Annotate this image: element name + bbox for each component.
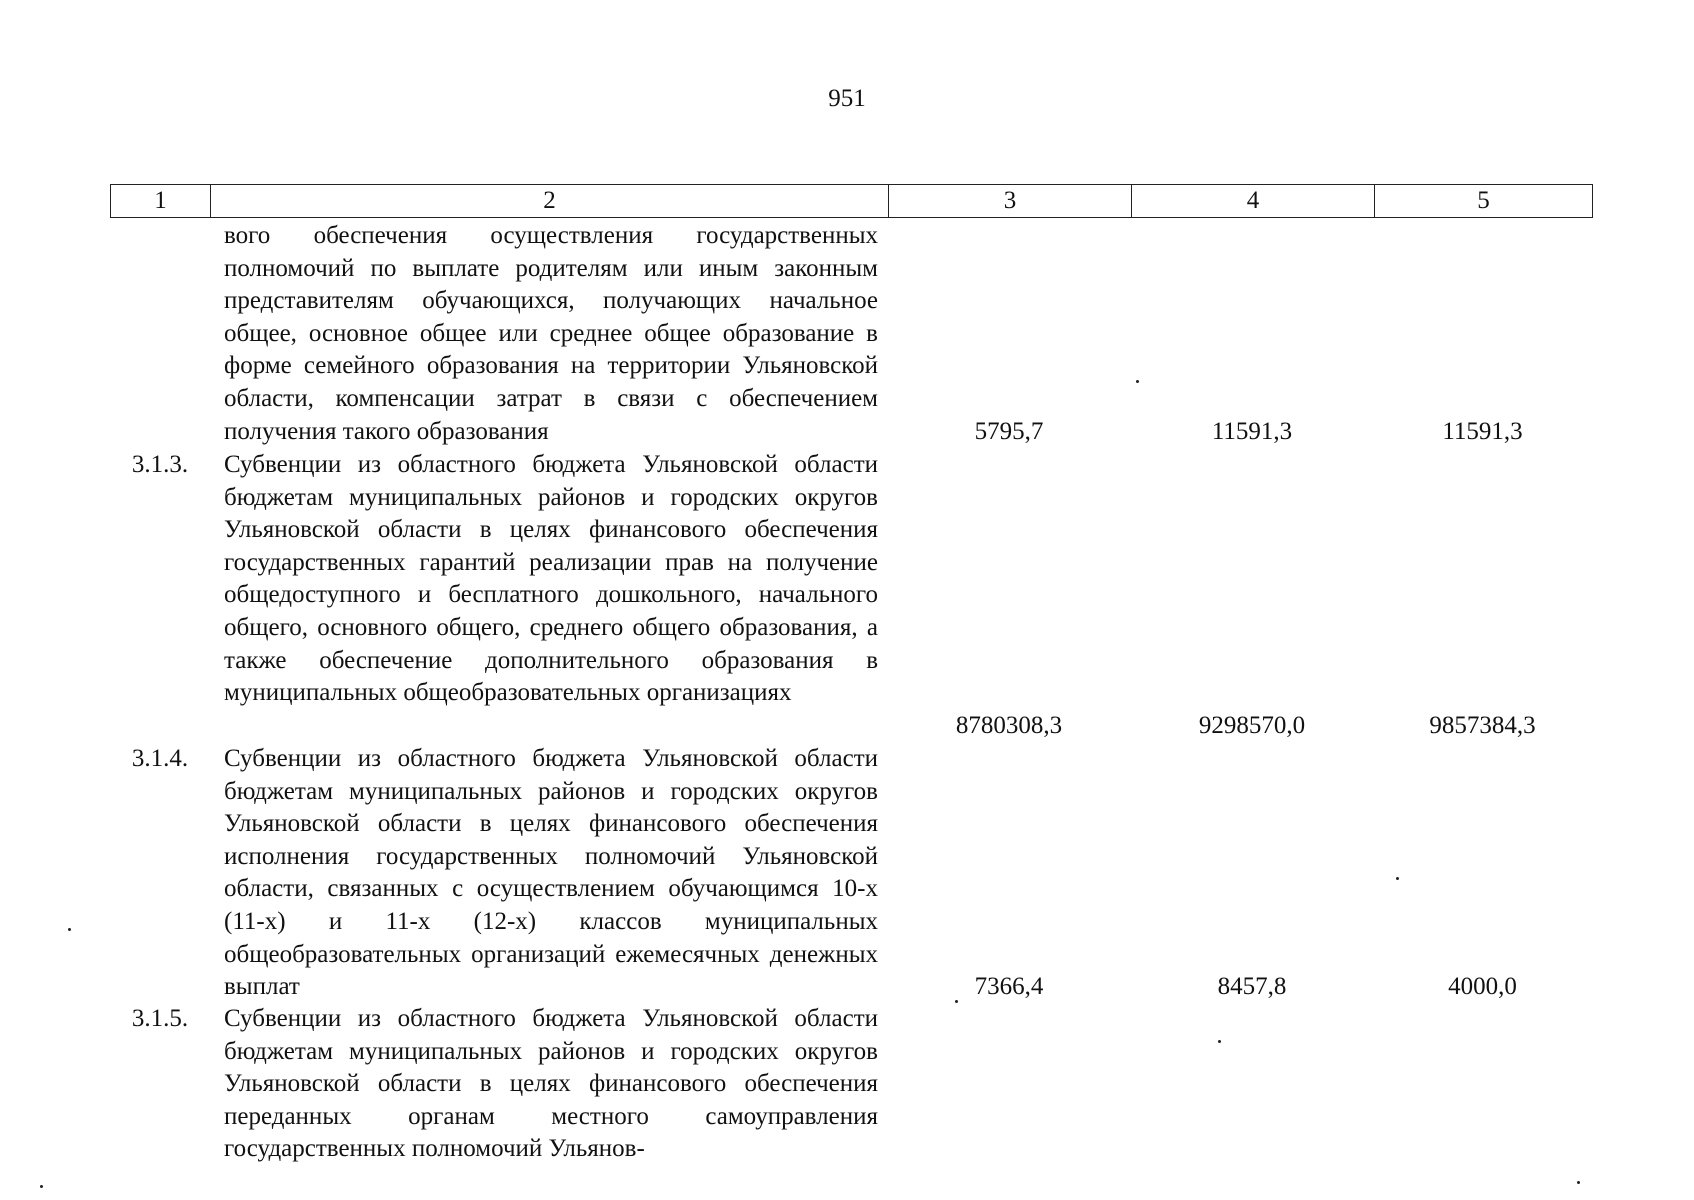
column-header-row [110, 184, 1593, 218]
row-continuation-text: вого обеспечения осуществления государственных полномочий по выплате родителям или иным законным представителям обучающихся, получающих начальное общее, основное общее или среднее общее образование в форме семейного образования на территории Ульяновской области, компенсации затрат в связи с обеспечением получения такого образования [224, 222, 878, 445]
scan-speck [1577, 1181, 1580, 1184]
row-3-1-5-text: Субвенции из областного бюджета Ульяновской области бюджетам муниципальных районов и городских округов Ульяновской области в целях финансового обеспечения переданных органам местного самоуправления государственных полномочий Ульянов- [224, 1005, 878, 1163]
column-header-5: 5 [1375, 185, 1593, 218]
column-header-2: 2 [211, 185, 889, 218]
scan-speck [40, 1185, 43, 1188]
scan-speck [1396, 877, 1399, 880]
column-header-3: 3 [889, 185, 1132, 218]
row-continuation-col5: 11591,3 [1442, 418, 1523, 445]
column-header-4: 4 [1132, 185, 1375, 218]
row-continuation-col4: 11591,3 [1211, 418, 1293, 445]
row-3-1-4-number: 3.1.4. [131, 745, 189, 772]
column-header-1: 1 [111, 185, 211, 218]
scan-speck [955, 1000, 958, 1003]
row-continuation-col3: 5795,7 [974, 418, 1044, 445]
row-3-1-5-number: 3.1.5. [131, 1005, 189, 1032]
row-3-1-3-number: 3.1.3. [131, 451, 189, 478]
row-3-1-3-col5: 9857384,3 [1429, 712, 1536, 739]
page-number: 951 [828, 85, 866, 112]
row-3-1-3-col3: 8780308,3 [955, 712, 1063, 739]
row-3-1-3-col4: 9298570,0 [1198, 712, 1306, 739]
row-3-1-4-text: Субвенции из областного бюджета Ульяновской области бюджетам муниципальных районов и городских округов Ульяновской области в целях финансового обеспечения исполнения государственных полномочий Ульяновской области, связанных с осуществлением обучающимся 10-х (11-х) и 11-х (12-х) классов муниципальных общеобразовательных организаций ежемесячных денежных выплат [224, 745, 878, 1001]
row-3-1-4-col5: 4000,0 [1448, 973, 1517, 1000]
row-3-1-4-col3: 7366,4 [974, 973, 1044, 1000]
row-3-1-4-col4: 8457,8 [1217, 973, 1287, 1000]
scan-speck [1136, 380, 1139, 383]
scan-speck [68, 928, 71, 931]
scan-speck [1218, 1040, 1221, 1043]
row-3-1-3-text: Субвенции из областного бюджета Ульяновской области бюджетам муниципальных районов и городских округов Ульяновской области в целях финансового обеспечения государственных гарантий реализации прав на получение общедоступного и бесплатного дошкольного, начального общего, основного общего, среднего общего образования, а также обеспечение дополнительного образования в муниципальных общеобразовательных организациях [224, 451, 878, 707]
